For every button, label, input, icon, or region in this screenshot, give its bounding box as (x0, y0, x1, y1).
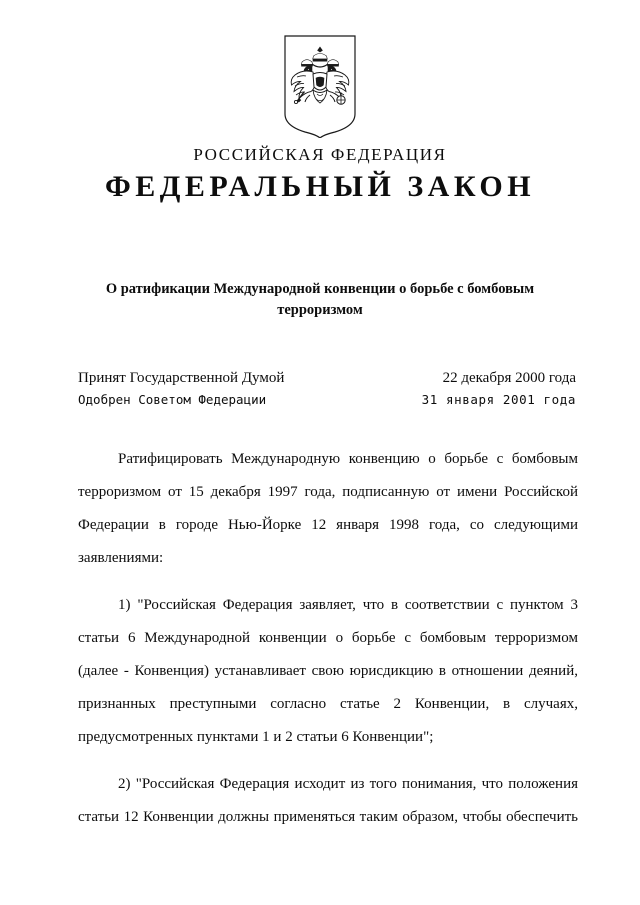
adoption-block (78, 370, 578, 414)
body-paragraph: 2) "Российская Федерация исходит из того понимания, что положения статьи 12 Конвенции должны применяться таким образом, чтобы обеспечить (78, 776, 578, 825)
adoption-row-council (78, 392, 578, 414)
adoption-label-council: Одобрен Советом Федерации (78, 392, 267, 407)
body-paragraph: 1) "Российская Федерация заявляет, что в соответствии с пунктом 3 статьи 6 Международной конвенции о борьбе с бомбовым терроризмом (далее - Конвенция) устанавливает свою юрисдикцию в отношении деяний, признанных преступными согласно статье 2 Конвенции, в случаях, предусмотренных пунктами 1 и 2 статьи 6 Конвенции"; (78, 597, 578, 745)
page-title: ФЕДЕРАЛЬНЫЙ ЗАКОН (104, 170, 536, 203)
adoption-date-duma: 22 декабря 2000 года (442, 370, 576, 386)
adoption-label-duma: Принят Государственной Думой (78, 370, 285, 386)
russian-coat-of-arms-icon (283, 34, 357, 138)
country-heading: РОССИЙСКАЯ ФЕДЕРАЦИЯ (193, 145, 447, 164)
adoption-row-duma (78, 370, 578, 392)
document-body (78, 443, 578, 867)
body-paragraph: Ратифицировать Международную конвенцию о борьбе с бомбовым терроризмом от 15 декабря 1997 года, подписанную от имени Российской Федерации в городе Нью-Йорке 12 января 1998 года, со следующими заявлениями: (78, 451, 578, 566)
adoption-date-council: 31 января 2001 года (421, 392, 576, 407)
law-subtitle: О ратификации Международной конвенции о борьбе с бомбовым терроризмом (105, 281, 535, 318)
